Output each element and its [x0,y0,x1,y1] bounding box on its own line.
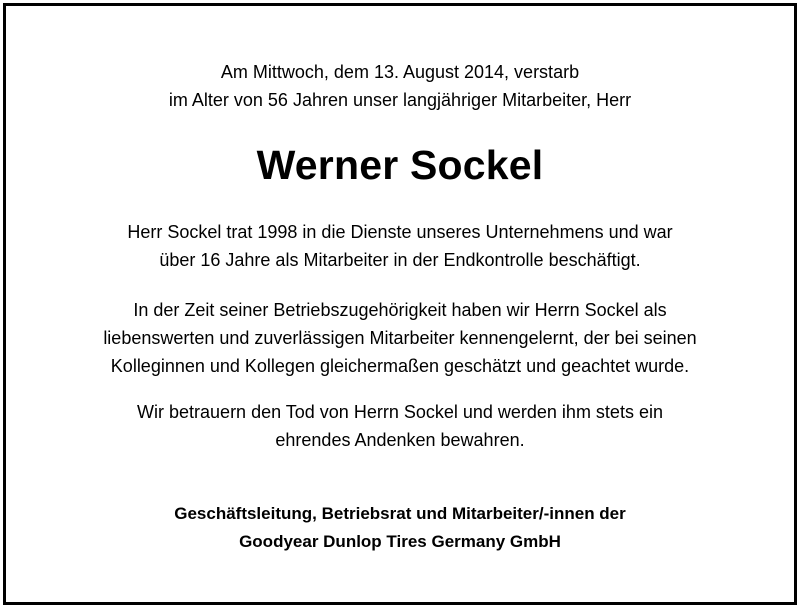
intro-line: Am Mittwoch, dem 13. August 2014, verstarb [220,62,580,82]
tribute-paragraph [0,296,800,380]
intro-line: im Alter von 56 Jahren unser langjähriger Mitarbeiter, Herr [168,90,632,110]
tribute-line: Kolleginnen und Kollegen gleichermaßen geschätzt und geachtet wurde. [110,356,690,376]
career-line: Herr Sockel trat 1998 in die Dienste unseres Unternehmens und war [127,222,673,242]
mourning-line: ehrendes Andenken bewahren. [275,430,525,450]
career-line: über 16 Jahre als Mitarbeiter in der Endkontrolle beschäftigt. [159,250,641,270]
deceased-name: Werner Sockel [256,142,544,188]
tribute-line: In der Zeit seiner Betriebszugehörigkeit haben wir Herrn Sockel als [133,300,667,320]
career-paragraph [0,218,800,274]
mourning-line: Wir betrauern den Tod von Herrn Sockel und werden ihm stets ein [137,402,663,422]
tribute-line: liebenswerten und zuverlässigen Mitarbeiter kennengelernt, der bei seinen [103,328,697,348]
intro-text [0,58,800,114]
mourning-paragraph [0,398,800,454]
signature-line: Geschäftsleitung, Betriebsrat und Mitarbeiter/-innen der [174,504,626,523]
signature-line: Goodyear Dunlop Tires Germany GmbH [239,532,561,551]
signature-block [0,500,800,556]
